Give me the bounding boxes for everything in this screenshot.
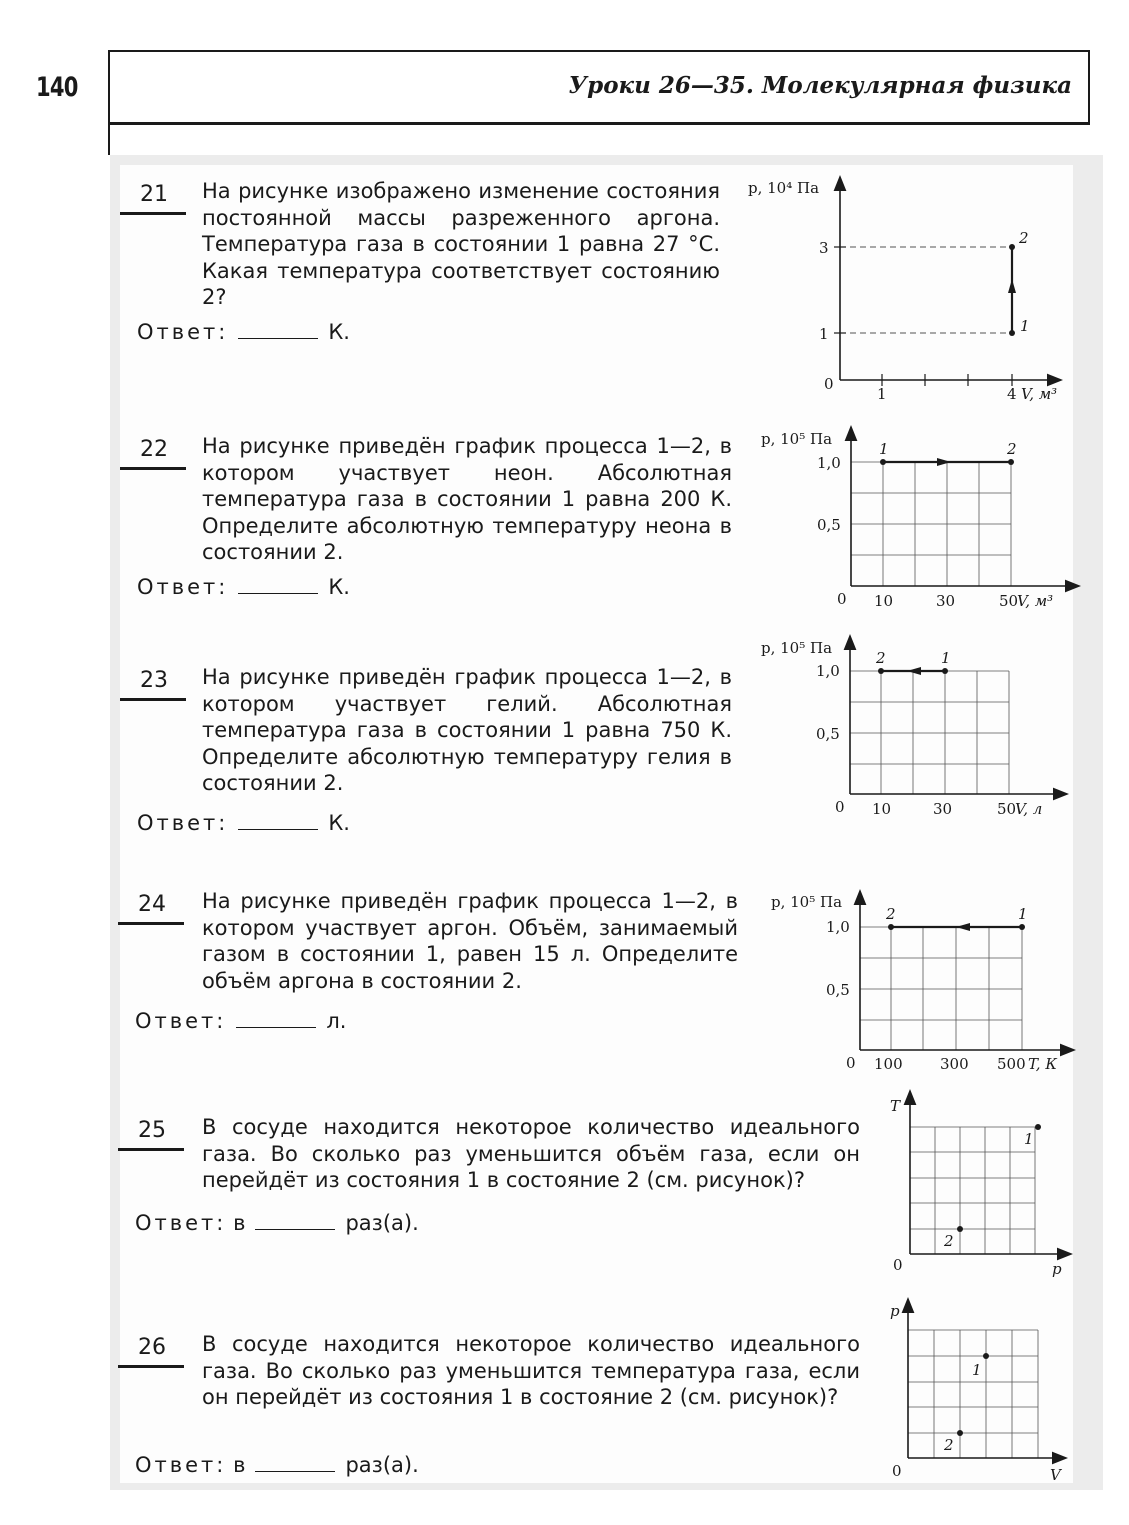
answer-blank[interactable]: [236, 1009, 316, 1028]
graph-21: [740, 175, 1080, 405]
y-axis-label: p, 10⁵ Па: [761, 639, 833, 657]
task-text: На рисунке приведён график процесса 1—2, в котором участвует гелий. Абсолютная температура газа в состоянии 1 равна 750 К. Определите абсолютную температуру гелия в состоянии 2.: [202, 665, 732, 795]
answer-label: Ответ:: [137, 575, 229, 599]
point-label: 1: [1024, 1130, 1034, 1148]
task-number-rule: [118, 1365, 184, 1368]
y-tick-label: 3: [819, 239, 829, 257]
graph-24: [768, 892, 1088, 1082]
x-tick-label: 100: [874, 1055, 903, 1073]
left-rule: [108, 125, 110, 155]
x-tick-label: 10: [874, 592, 894, 610]
y-axis-label: p, 10⁵ Па: [761, 430, 833, 448]
answer-blank[interactable]: [238, 811, 318, 830]
answer-label: Ответ:: [135, 1211, 227, 1235]
header-title: Уроки 26—35. Молекулярная физика: [568, 72, 1072, 99]
point-label: 2: [944, 1436, 954, 1454]
x-tick-label: 30: [933, 800, 953, 818]
answer-line: [135, 1009, 346, 1033]
answer-line: [137, 320, 350, 344]
answer-unit: К.: [328, 320, 350, 344]
answer-label: Ответ:: [135, 1453, 227, 1477]
x-axis-label: T, К: [1028, 1055, 1057, 1073]
origin-label: 0: [893, 1256, 903, 1274]
origin-label: 0: [835, 798, 845, 816]
task-number-rule: [120, 467, 186, 470]
point-label: 1: [1020, 317, 1030, 335]
task-text: На рисунке приведён график процесса 1—2, в котором участвует аргон. Объём, занимаемый газом в состоянии 1, равен 15 л. Определите объём аргона в состоянии 2.: [202, 889, 738, 993]
x-tick-label: 50: [997, 800, 1017, 818]
graph-26: [880, 1300, 1070, 1485]
x-axis-label: V, м³: [1021, 385, 1058, 403]
task-number-rule: [120, 698, 186, 701]
answer-line: [137, 575, 350, 599]
answer-line: [137, 811, 350, 835]
y-tick-label: 1,0: [817, 454, 841, 472]
task-text: В сосуде находится некоторое количество идеального газа. Во сколько раз уменьшится температура газа, если он перейдёт из состояния 1 в состояние 2 (см. рисунок)?: [202, 1332, 860, 1409]
answer-unit: раз(а).: [345, 1453, 419, 1477]
point-label: 2: [944, 1232, 954, 1250]
answer-blank[interactable]: [238, 320, 318, 339]
point-label: 1: [941, 649, 951, 667]
task-text: На рисунке изображено изменение состояния постоянной массы разреженного аргона. Температура газа в состоянии 1 равна 27 °С. Какая температура соответствует состоянию 2?: [202, 179, 720, 309]
graph-22: [755, 428, 1085, 618]
y-tick-label: 0,5: [816, 725, 840, 743]
answer-line: [135, 1453, 419, 1477]
y-tick-label: 1,0: [816, 662, 840, 680]
task-number: 23: [140, 668, 168, 693]
task-number: 26: [138, 1335, 166, 1360]
origin-label: 0: [824, 375, 834, 393]
task-number: 24: [138, 892, 166, 917]
y-tick-label: 1,0: [826, 918, 850, 936]
answer-unit: л.: [326, 1009, 347, 1033]
x-axis-label: V, л: [1015, 800, 1043, 818]
x-tick-label: 50: [999, 592, 1019, 610]
x-axis-label: V, м³: [1017, 592, 1054, 610]
answer-unit: К.: [328, 575, 350, 599]
answer-prefix: в: [233, 1211, 246, 1235]
page-header: [108, 50, 1090, 125]
task-text: В сосуде находится некоторое количество идеального газа. Во сколько раз уменьшится объём газа, если он перейдёт из состояния 1 в состояние 2 (см. рисунок)?: [202, 1115, 860, 1192]
task-number-rule: [118, 1148, 184, 1151]
y-axis-label: p, 10⁵ Па: [771, 893, 843, 911]
x-tick-label: 500: [997, 1055, 1026, 1073]
x-tick-label: 1: [877, 385, 887, 403]
graph-25: [880, 1092, 1070, 1277]
answer-unit: раз(а).: [345, 1211, 419, 1235]
origin-label: 0: [837, 590, 847, 608]
y-axis-label: T: [890, 1097, 901, 1115]
x-tick-label: 4: [1007, 385, 1017, 403]
y-tick-label: 1: [819, 325, 829, 343]
answer-label: Ответ:: [135, 1009, 227, 1033]
x-tick-label: 300: [940, 1055, 969, 1073]
answer-label: Ответ:: [137, 320, 229, 344]
answer-prefix: в: [233, 1453, 246, 1477]
point-label: 1: [972, 1361, 982, 1379]
task-text: На рисунке приведён график процесса 1—2, в котором участвует неон. Абсолютная температура газа в состоянии 1 равна 200 К. Определите абсолютную температуру неона в состоянии 2.: [202, 434, 732, 564]
answer-blank[interactable]: [255, 1211, 335, 1230]
task-number-rule: [120, 212, 186, 215]
x-tick-label: 30: [936, 592, 956, 610]
graph-23: [755, 637, 1085, 827]
point-label: 1: [879, 440, 889, 458]
x-tick-label: 10: [872, 800, 892, 818]
origin-label: 0: [892, 1462, 902, 1480]
task-number-rule: [118, 922, 184, 925]
origin-label: 0: [846, 1054, 856, 1072]
point-label: 2: [876, 649, 886, 667]
answer-blank[interactable]: [255, 1453, 335, 1472]
point-label: 2: [1007, 440, 1017, 458]
y-axis-label: p: [890, 1302, 900, 1320]
task-number: 25: [138, 1118, 166, 1143]
x-axis-label: p: [1052, 1260, 1062, 1278]
y-tick-label: 0,5: [817, 516, 841, 534]
x-axis-label: V: [1050, 1466, 1061, 1484]
point-label: 1: [1018, 905, 1028, 923]
point-label: 2: [886, 905, 896, 923]
answer-blank[interactable]: [238, 575, 318, 594]
y-tick-label: 0,5: [826, 981, 850, 999]
page-number: 140: [36, 72, 78, 103]
answer-unit: К.: [328, 811, 350, 835]
task-number: 21: [140, 182, 168, 207]
point-label: 2: [1019, 229, 1029, 247]
task-number: 22: [140, 437, 168, 462]
y-axis-label: p, 10⁴ Па: [748, 179, 820, 197]
answer-label: Ответ:: [137, 811, 229, 835]
answer-line: [135, 1211, 419, 1235]
